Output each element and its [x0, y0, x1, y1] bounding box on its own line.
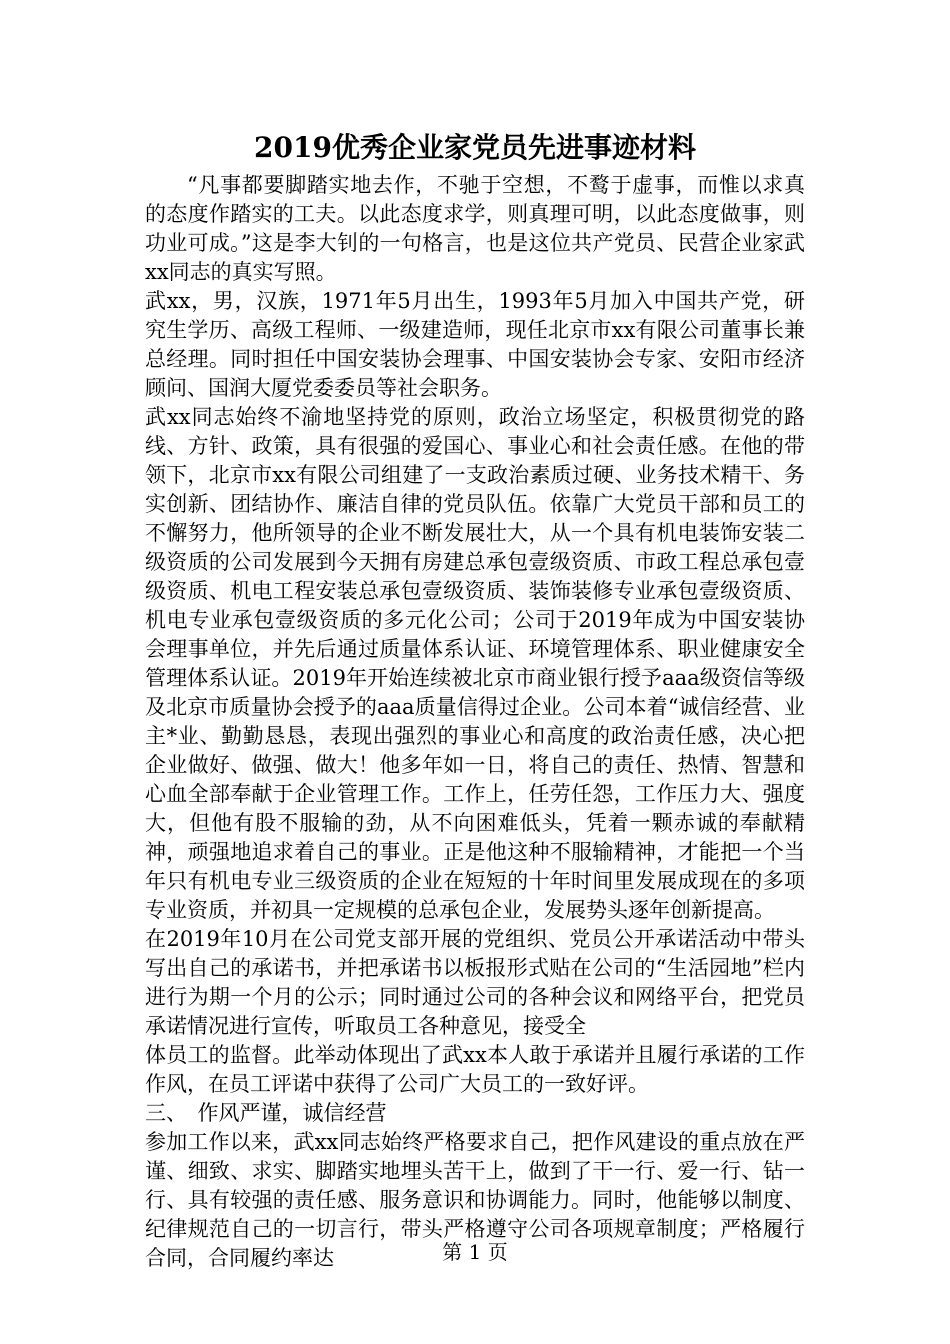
paragraph-work-style: 参加工作以来，武xx同志始终严格要求自己，把作风建设的重点放在严谨、细致、求实、脚踏实地埋头苦干上，做到了干一行、爱一行、钻一行、具有较强的责任感、服务意识和协调能力。同时，他能够以制度、纪律规范自己的一切言行，带头严格遵守公司各项规章制度；严格履行合同，合同履约率达 — [145, 1130, 805, 1270]
paragraph-profile: 武xx，男，汉族，1971年5月出生，1993年5月加入中国共产党，研究生学历、高级工程师、一级建造师，现任北京市xx有限公司董事长兼总经理。同时担任中国安装协会理事、中国安装协会专家、安阳市经济顾问、国润大厦党委委员等社会职务。 — [145, 289, 805, 400]
page-number-footer: 第 1 页 — [442, 1240, 508, 1264]
paragraph-supervision: 体员工的监督。此举动体现出了武xx本人敢于承诺并且履行承诺的工作作风，在员工评诺中获得了公司广大员工的一致好评。 — [145, 1043, 805, 1096]
paragraph-commitment: 在2019年10月在公司党支部开展的党组织、党员公开承诺活动中带头写出自己的承诺书，并把承诺书以板报形式贴在公司的“生活园地”栏内进行为期一个月的公示；同时通过公司的各种会议和网络平台，把党员承诺情况进行宣传，听取员工各种意见，接受全 — [145, 927, 805, 1038]
document-title: 2019优秀企业家党员先进事迹材料 — [254, 131, 696, 164]
section-heading: 三、 作风严谨，诚信经营 — [145, 1101, 387, 1125]
paragraph-achievements: 武xx同志始终不渝地坚持党的原则，政治立场坚定，积极贯彻党的路线、方针、政策，具有很强的爱国心、事业心和社会责任感。在他的带领下，北京市xx有限公司组建了一支政治素质过硬、业务技术精干、务实创新、团结协作、廉洁自律的党员队伍。依靠广大党员干部和员工的不懈努力，他所领导的企业不断发展壮大，从一个具有机电装饰安装二级资质的公司发展到今天拥有房建总承包壹级资质、市政工程总承包壹级资质、机电工程安装总承包壹级资质、装饰装修专业承包壹级资质、机电专业承包壹级资质的多元化公司；公司于2019年成为中国安装协会理事单位，并先后通过质量体系认证、环境管理体系、职业健康安全管理体系认证。2019年开始连续被北京市商业银行授予aaa级资信等级及北京市质量协会授予的aaa质量信得过企业。公司本着“诚信经营、业主*业、勤勤恳恳，表现出强烈的事业心和高度的政治责任感，决心把企业做好、做强、做大！他多年如一日，将自己的责任、热情、智慧和心血全部奉献于企业管理工作。工作上，任劳任怨，工作压力大、强度大，但他有股不服输的劲，从不向困难低头，凭着一颗赤诚的奉献精神，顽强地追求着自己的事业。正是他这种不服输精神，才能把一个当年只有机电专业三级资质的企业在短短的十年时间里发展成现在的多项专业资质，并初具一定规模的总承包企业，发展势头逐年创新提高。 — [145, 405, 805, 922]
document-body — [145, 171, 805, 1273]
paragraph-quote: “凡事都要脚踏实地去作，不驰于空想，不鹜于虚事，而惟以求真的态度作踏实的工夫。以此态度求学，则真理可明，以此态度做事，则功业可成。”这是李大钊的一句格言，也是这位共产党员、民营企业家武xx同志的真实写照。 — [145, 173, 805, 284]
